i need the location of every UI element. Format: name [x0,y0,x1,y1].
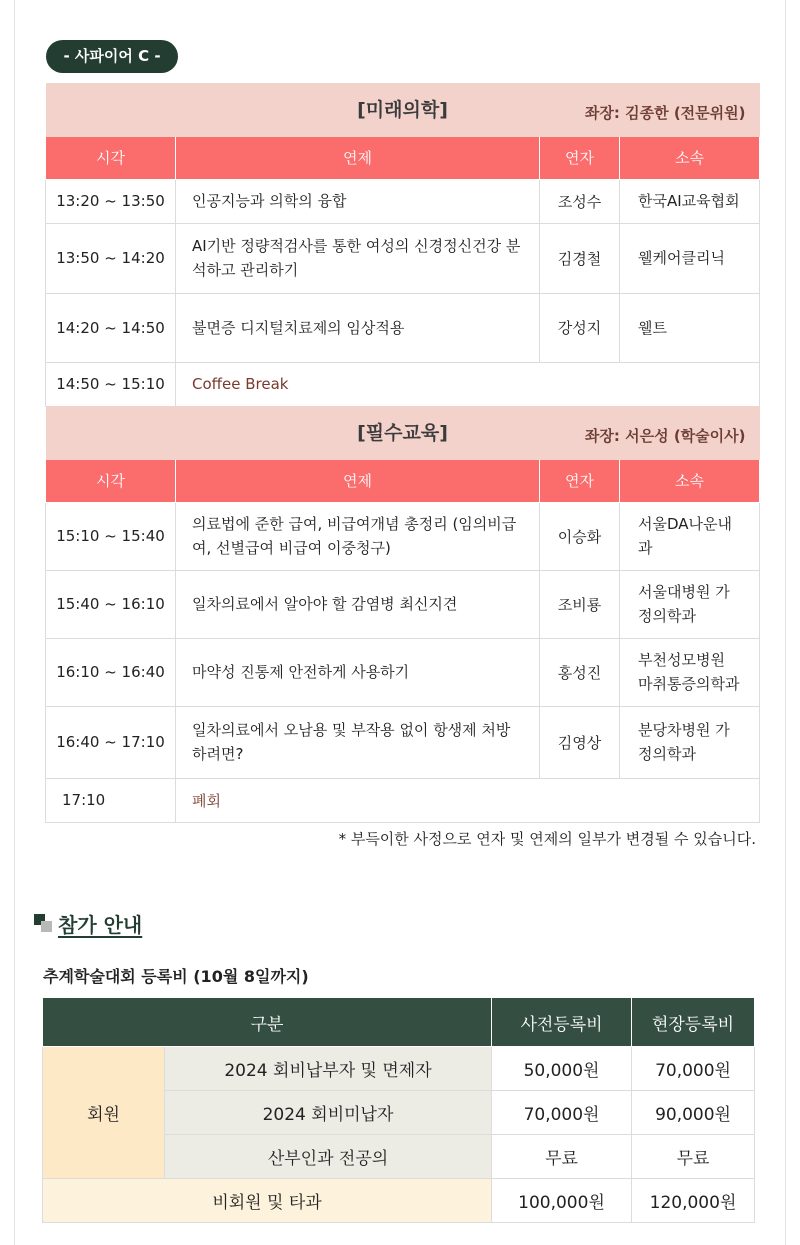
closing-label: 폐회 [176,778,760,822]
row-time: 13:50 ~ 14:20 [46,223,176,293]
row-topic: AI기반 정량적검사를 통한 여성의 신경정신건강 분석하고 관리하기 [176,223,540,293]
row-affiliation: 서울DA나운내과 [620,502,760,570]
row-topic: 의료법에 준한 급여, 비급여개념 총정리 (임의비급여, 선별급여 비급여 이중청구) [176,502,540,570]
break-label: Coffee Break [176,362,760,406]
col-header-time: 시각 [46,460,176,502]
fee-onsite: 무료 [632,1135,755,1179]
fee-onsite: 90,000원 [632,1091,755,1135]
col-header-affiliation: 소속 [620,460,760,502]
table-row [46,502,760,570]
row-affiliation: 한국AI교육협회 [620,179,760,223]
fee-pre: 50,000원 [492,1047,632,1091]
fee-row-nonmember [43,1179,755,1223]
row-affiliation: 부천성모병원 마취통증의학과 [620,638,760,706]
fee-row-label: 2024 회비납부자 및 면제자 [165,1047,492,1091]
row-topic: 마약성 진통제 안전하게 사용하기 [176,638,540,706]
row-speaker: 김영상 [540,706,620,778]
row-time: 13:20 ~ 13:50 [46,179,176,223]
session-header [46,406,760,460]
session-chair: 좌장: 서은성 (학술이사) [584,427,746,445]
col-header-topic: 연제 [176,137,540,179]
row-time: 15:40 ~ 16:10 [46,570,176,638]
col-header-speaker: 연자 [540,137,620,179]
row-time: 14:20 ~ 14:50 [46,293,176,362]
fee-onsite: 70,000원 [632,1047,755,1091]
break-time: 14:50 ~ 15:10 [46,362,176,406]
fee-pre: 70,000원 [492,1091,632,1135]
col-header-time: 시각 [46,137,176,179]
row-affiliation: 웰트 [620,293,760,362]
table-row [46,706,760,778]
room-badge: - 사파이어 C - [46,40,178,73]
closing-row [46,778,760,822]
schedule-table-session1 [45,83,760,407]
row-time: 16:40 ~ 17:10 [46,706,176,778]
row-speaker: 홍성진 [540,638,620,706]
change-notice: * 부득이한 사정으로 연자 및 연제의 일부가 변경될 수 있습니다. [338,830,756,848]
square-bullet-icon [34,914,52,932]
fee-title: 추계학술대회 등록비 (10월 8일까지) [43,967,309,986]
row-time: 16:10 ~ 16:40 [46,638,176,706]
fee-row [43,1047,755,1091]
row-affiliation: 웰케어클리닉 [620,223,760,293]
col-header-affiliation: 소속 [620,137,760,179]
col-header-topic: 연제 [176,460,540,502]
row-affiliation: 분당차병원 가정의학과 [620,706,760,778]
row-speaker: 김경철 [540,223,620,293]
fee-table [42,997,755,1223]
row-speaker: 이승화 [540,502,620,570]
section-heading [34,908,142,938]
fee-header-onsite: 현장등록비 [632,998,755,1047]
fee-header-pre: 사전등록비 [492,998,632,1047]
fee-row-label: 산부인과 전공의 [165,1135,492,1179]
break-row [46,362,760,406]
row-topic: 일차의료에서 오남용 및 부작용 없이 항생제 처방하려면? [176,706,540,778]
session-title: [필수교육] [357,422,448,444]
member-group-label: 회원 [43,1047,165,1179]
table-row [46,179,760,223]
session-header [46,83,760,137]
nonmember-label: 비회원 및 타과 [43,1179,492,1223]
row-topic: 일차의료에서 알아야 할 감염병 최신지견 [176,570,540,638]
fee-row-label: 2024 회비미납자 [165,1091,492,1135]
closing-time: 17:10 [46,778,176,822]
session-title: [미래의학] [357,99,448,121]
fee-pre: 무료 [492,1135,632,1179]
fee-pre: 100,000원 [492,1179,632,1223]
table-row [46,223,760,293]
row-time: 15:10 ~ 15:40 [46,502,176,570]
row-speaker: 조성수 [540,179,620,223]
table-row [46,293,760,362]
schedule-table-session2 [45,406,760,823]
row-affiliation: 서울대병원 가정의학과 [620,570,760,638]
table-row [46,638,760,706]
section-title: 참가 안내 [58,912,143,937]
row-topic: 인공지능과 의학의 융합 [176,179,540,223]
col-header-speaker: 연자 [540,460,620,502]
fee-onsite: 120,000원 [632,1179,755,1223]
session-chair: 좌장: 김종한 (전문위원) [584,104,746,122]
fee-header-category: 구분 [43,998,492,1047]
row-speaker: 조비룡 [540,570,620,638]
table-row [46,570,760,638]
row-topic: 불면증 디지털치료제의 임상적용 [176,293,540,362]
row-speaker: 강성지 [540,293,620,362]
